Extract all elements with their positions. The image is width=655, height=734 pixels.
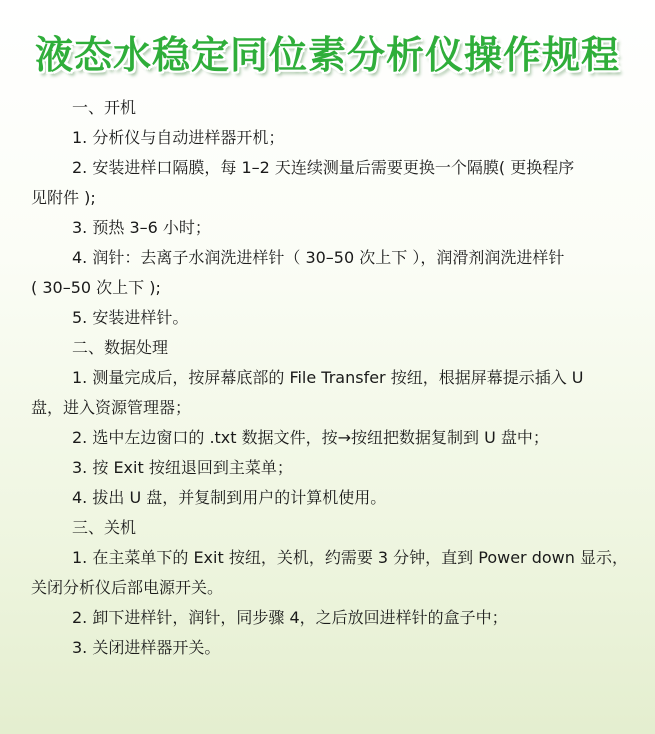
procedure-step: 2. 卸下进样针，润针，同步骤 4，之后放回进样针的盒子中； bbox=[72, 608, 508, 627]
procedure-step-continuation: 见附件 ); bbox=[31, 188, 96, 207]
procedure-step: 2. 安装进样口隔膜，每 1–2 天连续测量后需要更换一个隔膜( 更换程序 bbox=[72, 158, 575, 177]
procedure-step: 1. 在主菜单下的 Exit 按纽，关机，约需要 3 分钟，直到 Power down 显示， bbox=[72, 548, 628, 567]
procedure-step: 4. 拔出 U 盘，并复制到用户的计算机使用。 bbox=[72, 488, 387, 507]
procedure-text bbox=[31, 93, 628, 663]
procedure-step: 3. 关闭进样器开关。 bbox=[72, 638, 221, 657]
procedure-step: 5. 安装进样针。 bbox=[72, 308, 189, 327]
procedure-step: 3. 按 Exit 按纽退回到主菜单； bbox=[72, 458, 293, 477]
procedure-step: 2. 选中左边窗口的 .txt 数据文件，按→按纽把数据复制到 U 盘中； bbox=[72, 428, 549, 447]
section-heading-shutdown: 三、关机 bbox=[72, 518, 137, 537]
procedure-step-continuation: 盘，进入资源管理器； bbox=[31, 398, 192, 417]
procedure-step-continuation: ( 30–50 次上下 ); bbox=[31, 278, 161, 297]
section-heading-startup: 一、开机 bbox=[72, 98, 137, 117]
procedure-step: 1. 测量完成后，按屏幕底部的 File Transfer 按纽，根据屏幕提示插入 U bbox=[72, 368, 584, 387]
procedure-step: 4. 润针：去离子水润洗进样针（ 30–50 次上下 ），润滑剂润洗进样针 bbox=[72, 248, 565, 267]
procedure-step: 1. 分析仪与自动进样器开机； bbox=[72, 128, 285, 147]
page-title: 液态水稳定同位素分析仪操作规程 bbox=[34, 33, 620, 77]
procedure-step: 3. 预热 3–6 小时； bbox=[72, 218, 211, 237]
procedure-step-continuation: 关闭分析仪后部电源开关。 bbox=[31, 578, 224, 597]
section-heading-data-processing: 二、数据处理 bbox=[72, 338, 169, 357]
